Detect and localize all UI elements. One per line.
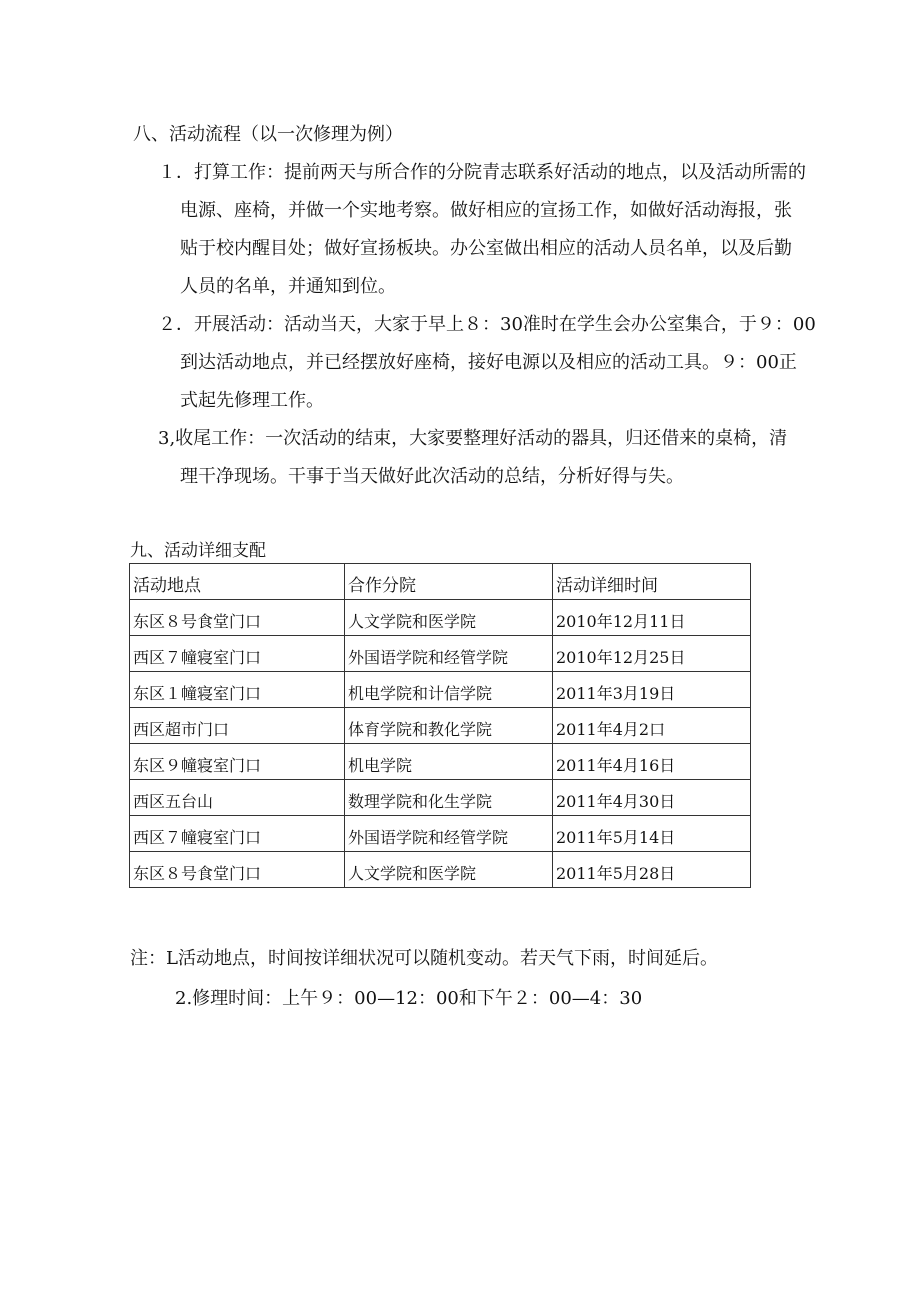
- step-1-line-2: 电源、座椅，并做一个实地考察。做好相应的宣扬工作，如做好活动海报，张: [180, 200, 792, 221]
- step-1-line-3: 贴于校内醒目处；做好宣扬板块。办公室做出相应的活动人员名单，以及后勤: [180, 238, 792, 259]
- table-header-row: [130, 564, 751, 600]
- table-row: [130, 672, 751, 708]
- cell-partner-college: 机电学院和计信学院: [345, 672, 553, 708]
- cell-partner-college: 机电学院: [345, 744, 553, 780]
- step-3-line-1: 3,收尾工作：一次活动的结束，大家要整理好活动的器具，归还借来的桌椅，清: [158, 428, 788, 449]
- cell-location: 西区７幢寝室门口: [130, 816, 345, 852]
- cell-date: 2011年5月28日: [553, 852, 751, 888]
- table-row: [130, 708, 751, 744]
- table-row: [130, 852, 751, 888]
- cell-partner-college: 外国语学院和经管学院: [345, 636, 553, 672]
- schedule-table: [129, 563, 751, 888]
- table-row: [130, 636, 751, 672]
- step-3-line-2: 理干净现场。干事于当天做好此次活动的总结，分析好得与失。: [180, 466, 684, 487]
- cell-location: 西区７幢寝室门口: [130, 636, 345, 672]
- table-row: [130, 744, 751, 780]
- cell-location: 西区超市门口: [130, 708, 345, 744]
- step-1-line-1: １．打算工作：提前两天与所合作的分院青志联系好活动的地点，以及活动所需的: [158, 162, 806, 183]
- cell-date: 2010年12月25日: [553, 636, 751, 672]
- cell-partner-college: 数理学院和化生学院: [345, 780, 553, 816]
- cell-date: 2011年4月2口: [553, 708, 751, 744]
- cell-partner-college: 人文学院和医学院: [345, 852, 553, 888]
- cell-partner-college: 外国语学院和经管学院: [345, 816, 553, 852]
- cell-partner-college: 体育学院和教化学院: [345, 708, 553, 744]
- section-8-heading: 八、活动流程（以一次修理为例）: [133, 124, 403, 145]
- note-1: 注：L活动地点，时间按详细状况可以随机变动。若天气下雨，时间延后。: [130, 948, 718, 969]
- column-header-partner-college: 合作分院: [345, 564, 553, 600]
- table-row: [130, 600, 751, 636]
- step-1-line-4: 人员的名单，并通知到位。: [180, 276, 396, 297]
- section-9-heading: 九、活动详细支配: [130, 541, 266, 561]
- cell-date: 2010年12月11日: [553, 600, 751, 636]
- cell-partner-college: 人文学院和医学院: [345, 600, 553, 636]
- cell-location: 东区８号食堂门口: [130, 852, 345, 888]
- column-header-location: 活动地点: [130, 564, 345, 600]
- cell-date: 2011年5月14日: [553, 816, 751, 852]
- table-row: [130, 780, 751, 816]
- cell-date: 2011年4月30日: [553, 780, 751, 816]
- cell-location: 东区１幢寝室门口: [130, 672, 345, 708]
- cell-location: 东区８号食堂门口: [130, 600, 345, 636]
- step-2-line-1: ２．开展活动：活动当天，大家于早上８：30准时在学生会办公室集合，于９：00: [158, 314, 816, 335]
- cell-location: 西区五台山: [130, 780, 345, 816]
- cell-date: 2011年4月16日: [553, 744, 751, 780]
- cell-date: 2011年3月19日: [553, 672, 751, 708]
- note-2: 2.修理时间：上午９：00—12：00和下午２：00—4：30: [175, 988, 643, 1009]
- column-header-date: 活动详细时间: [553, 564, 751, 600]
- table-row: [130, 816, 751, 852]
- step-2-line-3: 式起先修理工作。: [180, 390, 324, 411]
- step-2-line-2: 到达活动地点，并已经摆放好座椅，接好电源以及相应的活动工具。９：00正: [180, 352, 797, 373]
- cell-location: 东区９幢寝室门口: [130, 744, 345, 780]
